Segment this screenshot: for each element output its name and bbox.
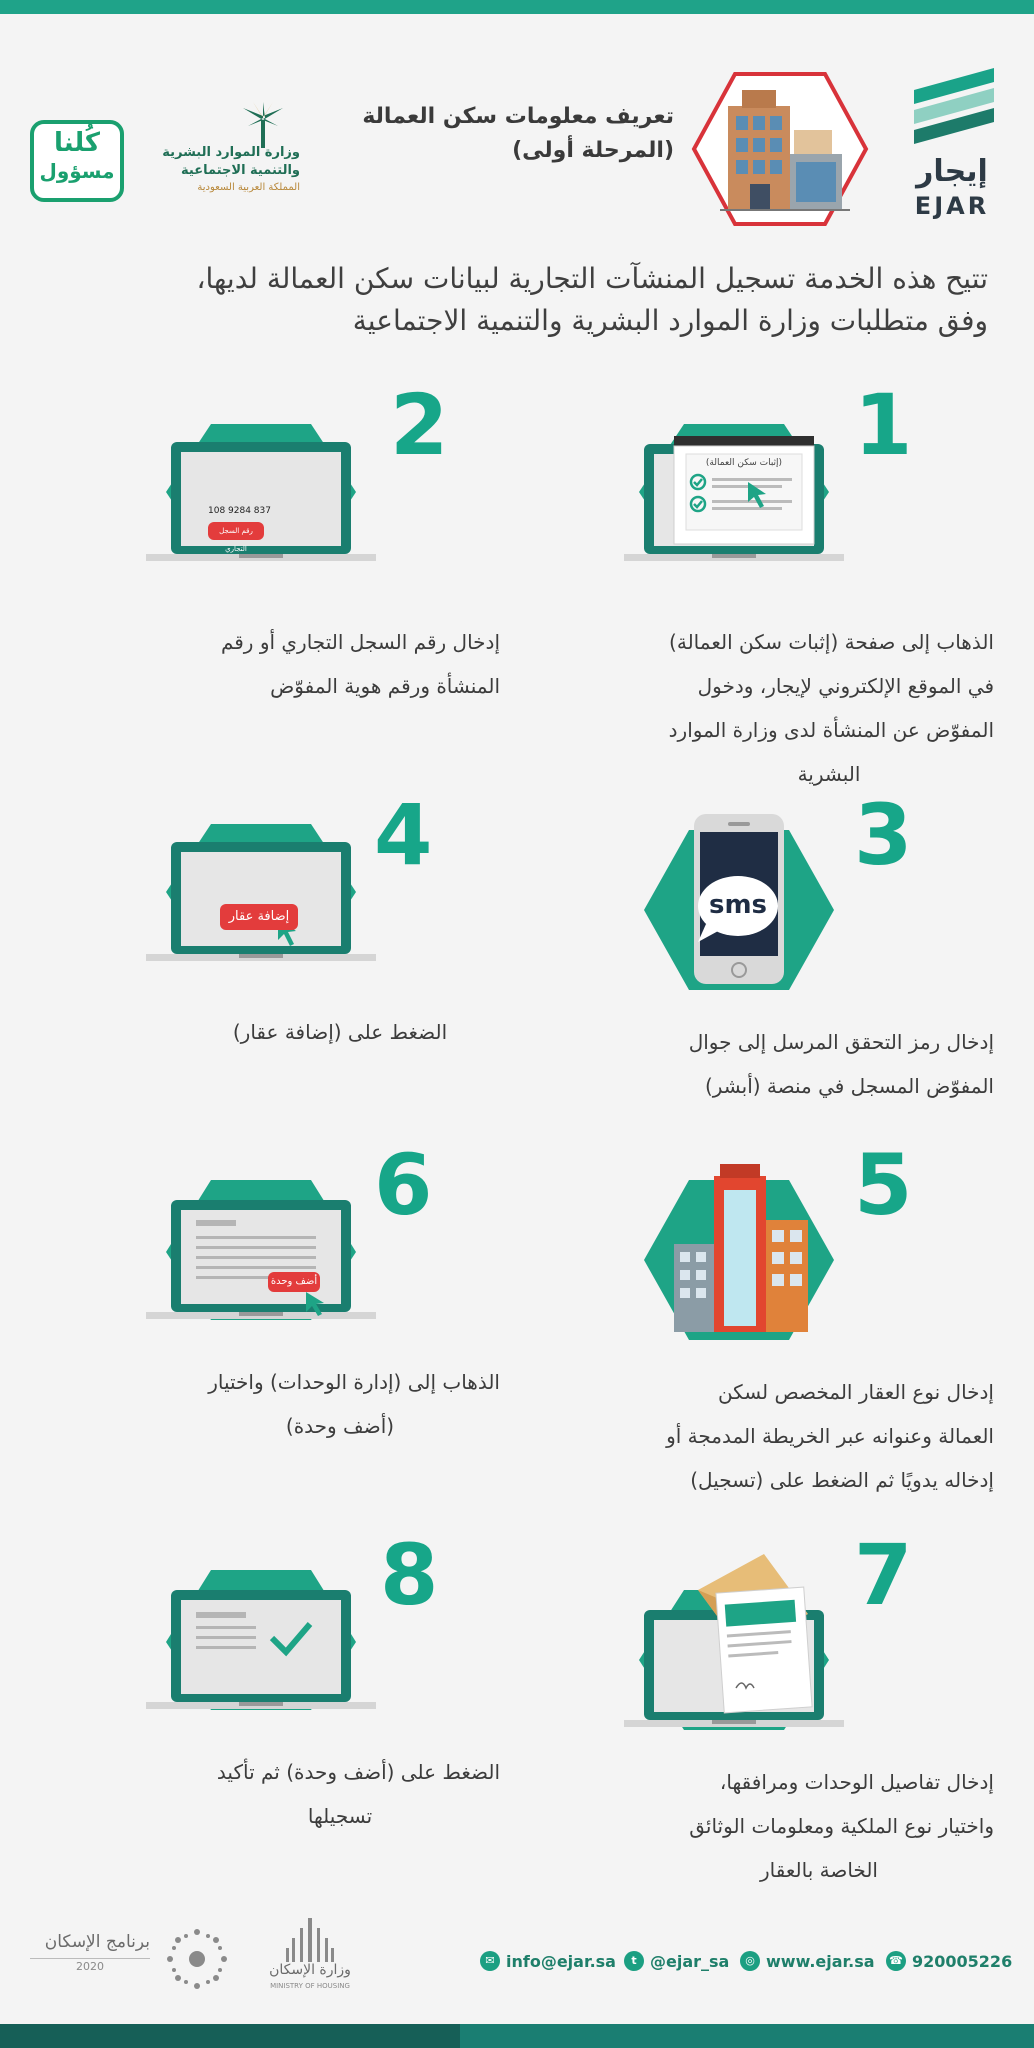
step-4-illustration — [146, 820, 376, 970]
step-line: المنشأة ورقم هوية المفوّض — [270, 674, 500, 698]
saudi-vision-emblem-icon — [164, 1926, 230, 1992]
step-description — [604, 620, 994, 796]
palm-icon — [238, 100, 288, 150]
kullona-line-2: مسؤول — [39, 159, 115, 183]
step-6 — [60, 1136, 500, 1460]
step-line: الضغط على (أضف وحدة) ثم تأكيد — [216, 1760, 500, 1784]
add-unit-button: أضف وحدة — [268, 1272, 320, 1292]
phone-icon: ☎ — [886, 1951, 906, 1971]
step-5 — [554, 1136, 994, 1500]
tower-buildings-icon — [634, 1160, 844, 1340]
step-description — [604, 1020, 994, 1108]
commercial-record-button: رقم السجل التجاري — [208, 522, 264, 540]
step-number: 2 — [390, 376, 449, 474]
housing-program-name: برنامج الإسكان — [44, 1932, 150, 1952]
housing-program-year: 2020 — [30, 1958, 150, 1973]
laptop-confirm-icon — [146, 1560, 376, 1720]
ejar-stripes-icon — [902, 60, 1002, 156]
step-3-illustration — [634, 810, 844, 990]
step-description — [604, 1370, 994, 1502]
add-property-button: إضافة عقار — [220, 904, 298, 930]
ministry-housing-english: MINISTRY OF HOUSING — [270, 1982, 350, 1990]
step-line: إدخال رقم السجل التجاري أو رقم — [220, 630, 500, 654]
step-8 — [60, 1526, 500, 1850]
step-1 — [554, 376, 994, 800]
twitter-contact[interactable] — [624, 1948, 729, 1974]
page-header — [0, 30, 1034, 230]
step-line: العمالة وعنوانه عبر الخريطة المدمجة أو — [666, 1424, 994, 1448]
step-number: 3 — [854, 786, 913, 884]
laptop-add-property-icon — [146, 820, 376, 970]
ejar-english-wordmark: EJAR — [914, 192, 990, 220]
step-line: إدخال رمز التحقق المرسل إلى جوال — [688, 1030, 994, 1054]
twitter-icon: t — [624, 1951, 644, 1971]
step-8-illustration — [146, 1560, 376, 1720]
building-icon — [690, 70, 870, 228]
step-number: 1 — [854, 376, 913, 474]
step-1-illustration — [624, 420, 844, 570]
ejar-arabic-wordmark: إيجار — [916, 154, 988, 189]
step-number: 6 — [374, 1136, 433, 1234]
step-6-illustration — [146, 1170, 376, 1330]
intro-line-1: تتيح هذه الخدمة تسجيل المنشآت التجارية لبيانات سكن العمالة لديها، — [196, 262, 988, 295]
step-line: الضغط على (إضافة عقار) — [232, 1020, 448, 1044]
step-3 — [554, 786, 994, 1110]
step-line: إدخال نوع العقار المخصص لسكن — [717, 1380, 994, 1404]
step-line: (أضف وحدة) — [285, 1414, 395, 1438]
intro-line-2: وفق متطلبات وزارة الموارد البشرية والتنمية الاجتماعية — [352, 304, 988, 337]
email-text: info@ejar.sa — [506, 1951, 616, 1971]
bottom-accent-bar — [0, 2024, 1034, 2048]
laptop-units-list-icon — [146, 1170, 376, 1330]
title-line-2: (المرحلة أولى) — [512, 138, 674, 163]
step-line: إدخاله يدويًا ثم الضغط على (تسجيل) — [690, 1468, 994, 1492]
website-text: www.ejar.sa — [766, 1951, 875, 1971]
step-description — [100, 620, 500, 708]
ministry-name-line-2: والتنمية الاجتماعية — [181, 163, 300, 178]
email-contact[interactable] — [480, 1948, 616, 1974]
phone-contact[interactable] — [886, 1948, 1012, 1974]
step-description — [100, 1750, 500, 1838]
step-line: الذهاب إلى صفحة (إثبات سكن العمالة) — [669, 630, 994, 654]
step-4 — [60, 786, 500, 1090]
step-line: المفوّض عن المنشأة لدى وزارة الموارد — [668, 718, 994, 742]
phone-text: 920005226 — [912, 1951, 1013, 1971]
step-description — [604, 1760, 994, 1892]
email-icon: ✉ — [480, 1951, 500, 1971]
kullona-masool-logo — [30, 120, 124, 202]
step-number: 8 — [380, 1526, 439, 1624]
housing-program-logo — [30, 1930, 150, 1973]
kullona-line-1: كُلنا — [53, 128, 101, 158]
step-line: إدخال تفاصيل الوحدات ومرافقها، — [719, 1770, 994, 1794]
ministry-country: المملكة العربية السعودية — [197, 182, 300, 193]
step-5-illustration — [634, 1160, 844, 1340]
step-2-illustration — [146, 420, 376, 570]
step-7-illustration — [624, 1550, 844, 1740]
ministry-housing-emblem-icon — [284, 1918, 336, 1962]
step-line: البشرية — [797, 762, 861, 786]
intro-text — [28, 258, 988, 342]
step-line: الذهاب إلى (إدارة الوحدات) واختيار — [208, 1370, 500, 1394]
globe-icon: ◎ — [740, 1951, 760, 1971]
page-footer — [0, 1890, 1034, 2010]
ministry-housing-arabic: وزارة الإسكان — [269, 1962, 351, 1978]
form-page-label: (إثبات سكن العمالة) — [705, 458, 783, 468]
step-line: المفوّض المسجل في منصة (أبشر) — [704, 1074, 994, 1098]
step-7 — [554, 1526, 994, 1890]
page-title — [314, 100, 674, 168]
step-number: 4 — [374, 786, 433, 884]
laptop-documents-icon — [624, 1550, 844, 1740]
record-number: 108 9284 837 — [208, 506, 271, 516]
title-line-1: تعريف معلومات سكن العمالة — [362, 104, 674, 129]
step-description — [100, 1010, 500, 1054]
laptop-form-icon — [624, 420, 844, 570]
step-description — [100, 1360, 500, 1448]
ejar-logo — [902, 60, 1002, 240]
step-line: في الموقع الإلكتروني لإيجار، ودخول — [697, 674, 994, 698]
website-contact[interactable] — [740, 1948, 875, 1974]
step-number: 7 — [854, 1526, 913, 1624]
ministry-of-housing-logo — [260, 1918, 360, 1998]
step-line: الخاصة بالعقار — [760, 1858, 878, 1882]
laptop-input-icon — [146, 420, 376, 570]
ministry-logo — [150, 100, 300, 210]
step-number: 5 — [854, 1136, 913, 1234]
twitter-text: @ejar_sa — [650, 1951, 730, 1971]
ministry-name-line-1: وزارة الموارد البشرية — [162, 145, 300, 160]
step-2 — [60, 376, 500, 720]
step-line: واختيار نوع الملكية ومعلومات الوثائق — [689, 1814, 994, 1838]
sms-bubble-text: sms — [708, 890, 768, 920]
step-line: تسجيلها — [307, 1804, 373, 1828]
top-accent-bar — [0, 0, 1034, 14]
